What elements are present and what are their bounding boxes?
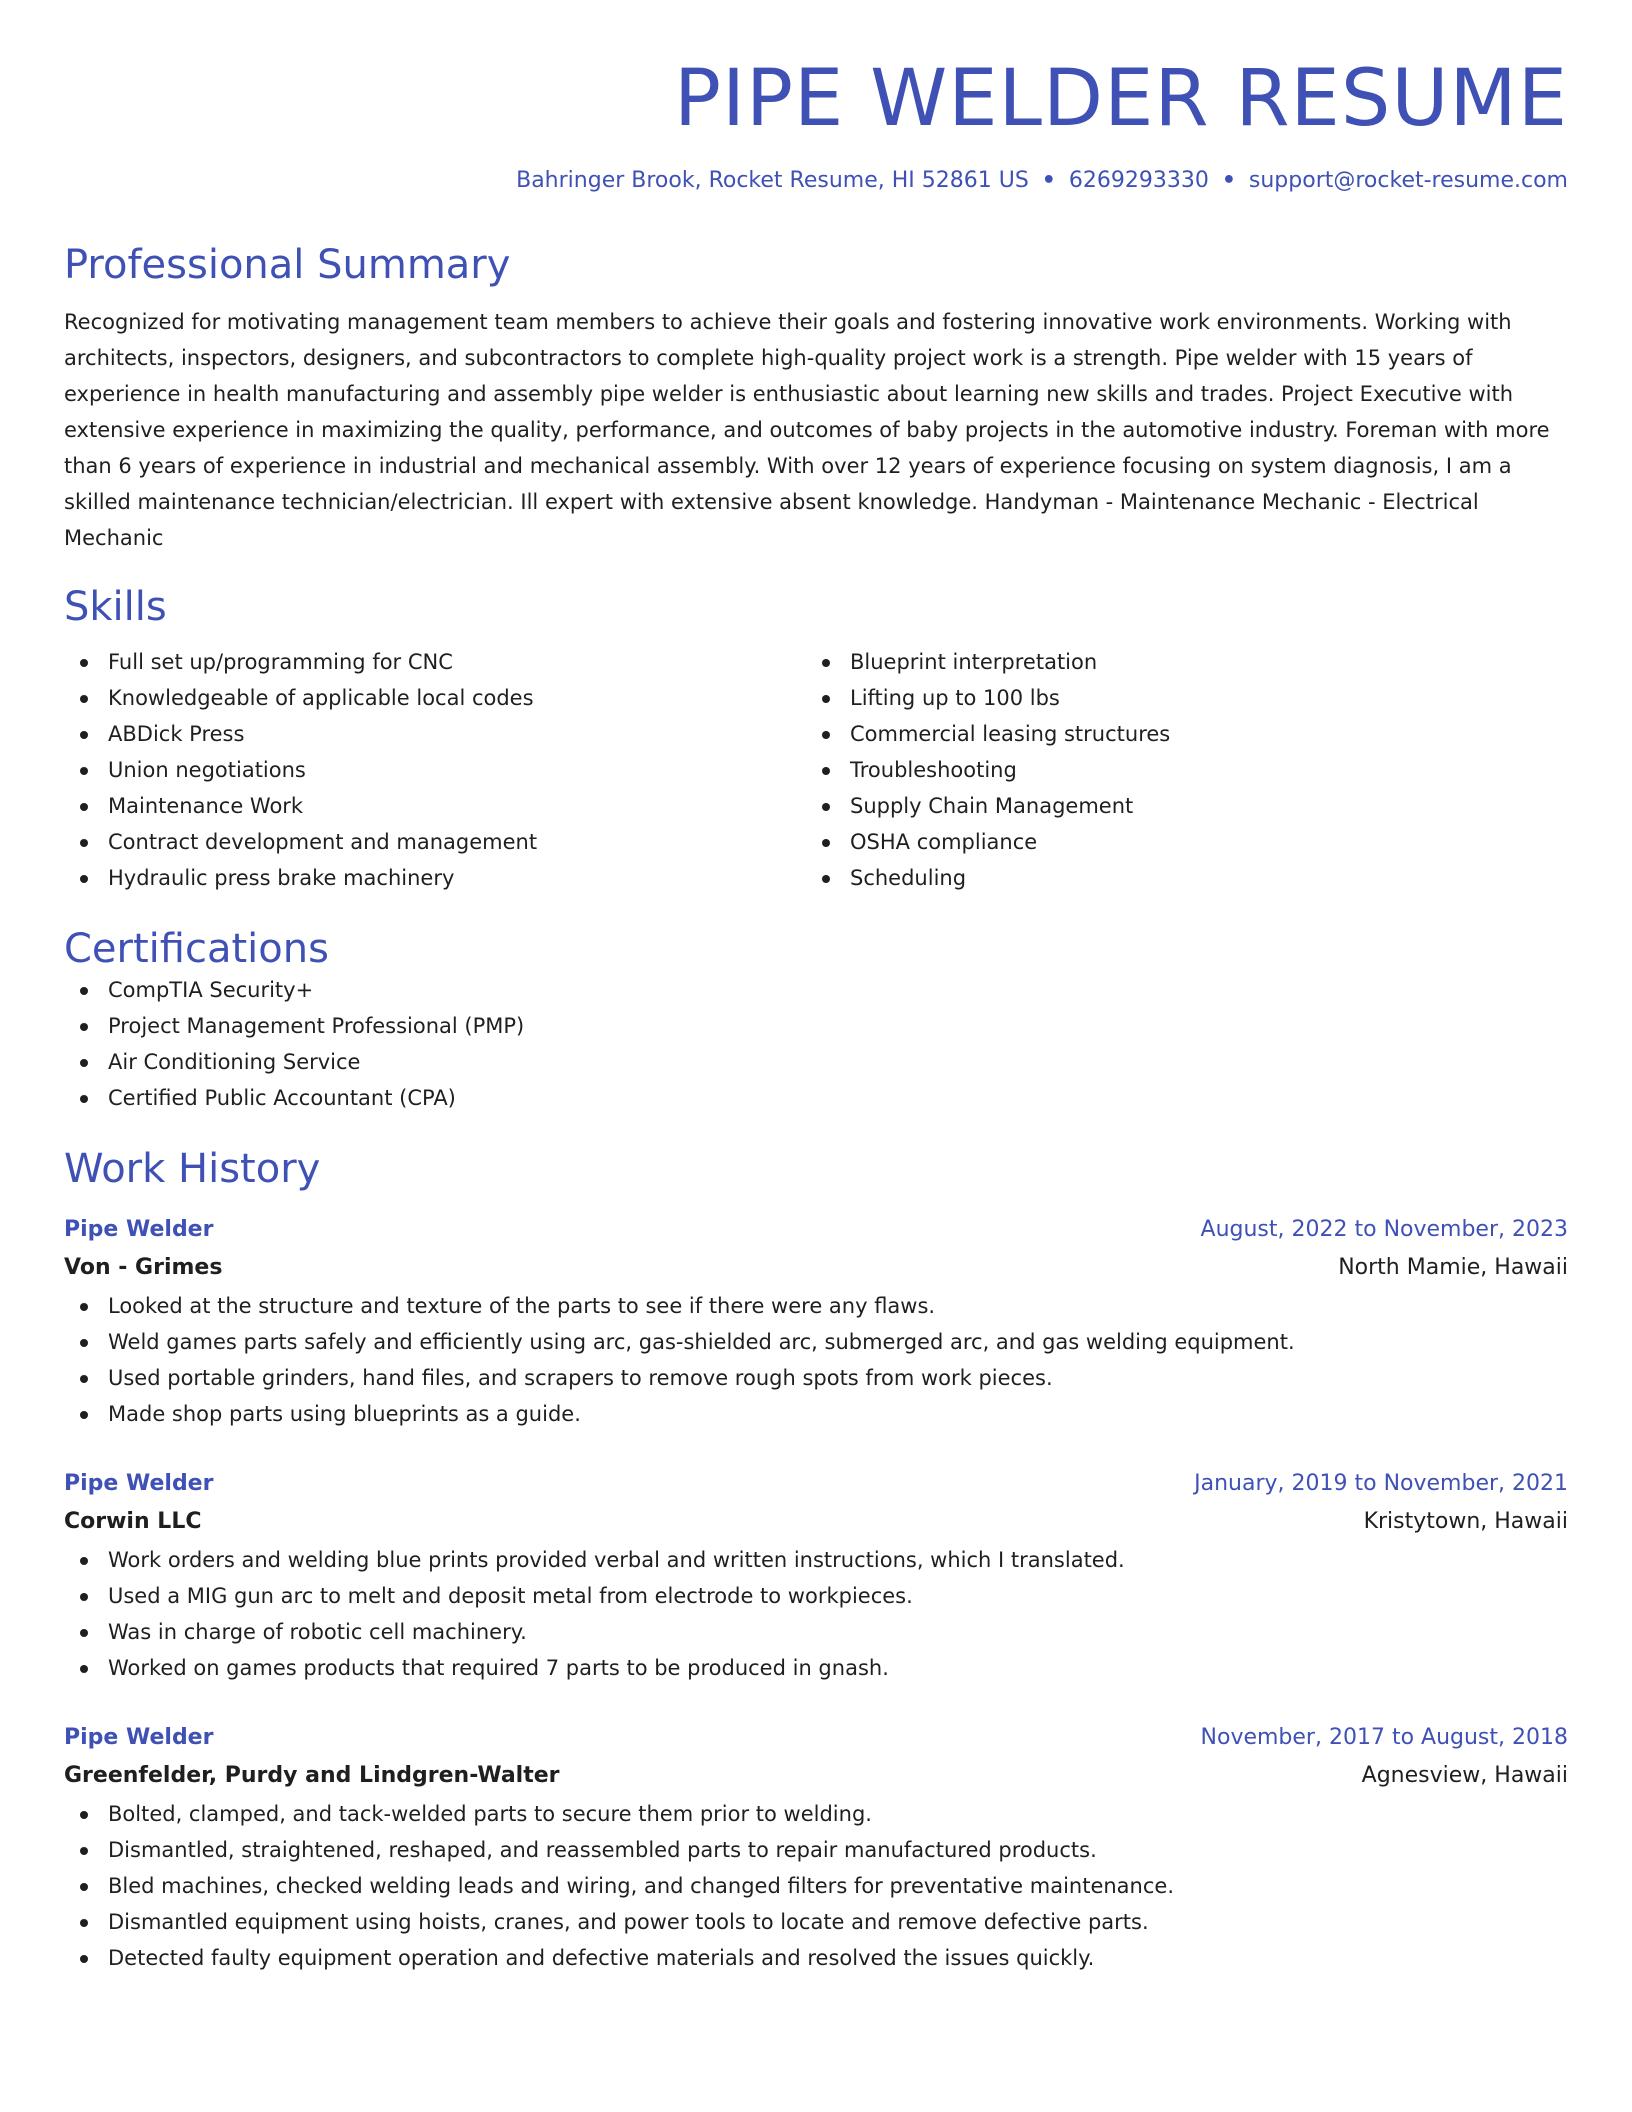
contact-phone: 6269293330	[1068, 168, 1209, 193]
skill-item: Scheduling	[806, 860, 1548, 896]
separator-dot: •	[1041, 168, 1056, 193]
skill-item: Troubleshooting	[806, 752, 1548, 788]
job-duty-item: Bled machines, checked welding leads and wiring, and changed filters for preventative maintenance.	[64, 1868, 1568, 1904]
job-duty-item: Used a MIG gun arc to melt and deposit metal from electrode to workpieces.	[64, 1578, 1568, 1614]
job-company: Von - Grimes	[64, 1255, 223, 1281]
job-entry	[64, 1720, 1568, 1976]
skill-item: Supply Chain Management	[806, 788, 1548, 824]
job-entry	[64, 1212, 1568, 1432]
job-duty-item: Dismantled, straightened, reshaped, and reassembled parts to repair manufactured products.	[64, 1832, 1568, 1868]
skill-item: Maintenance Work	[64, 788, 806, 824]
job-location: Agnesview, Hawaii	[1361, 1763, 1568, 1789]
skills-list-right	[806, 644, 1548, 896]
job-location: North Mamie, Hawaii	[1338, 1255, 1568, 1281]
job-duty-item: Looked at the structure and texture of the parts to see if there were any flaws.	[64, 1288, 1568, 1324]
section-heading-certifications: Certifications	[64, 926, 329, 973]
job-duty-item: Dismantled equipment using hoists, cranes, and power tools to locate and remove defective parts.	[64, 1904, 1568, 1940]
skill-item: Contract development and management	[64, 824, 806, 860]
contact-line	[64, 168, 1568, 194]
section-heading-summary: Professional Summary	[64, 242, 511, 289]
job-company-row	[64, 1756, 1568, 1796]
job-duty-item: Made shop parts using blueprints as a guide.	[64, 1396, 1568, 1432]
skill-item: Lifting up to 100 lbs	[806, 680, 1548, 716]
certification-item: Project Management Professional (PMP)	[64, 1008, 1568, 1044]
skill-item: Knowledgeable of applicable local codes	[64, 680, 806, 716]
job-header-row	[64, 1720, 1568, 1756]
job-duty-item: Work orders and welding blue prints provided verbal and written instructions, which I translated.	[64, 1542, 1568, 1578]
skills-list-left	[64, 644, 806, 896]
job-header-row	[64, 1466, 1568, 1502]
section-heading-work-history: Work History	[64, 1146, 321, 1193]
contact-address: Bahringer Brook, Rocket Resume, HI 52861 US	[516, 168, 1029, 193]
skills-grid	[64, 644, 1568, 896]
skill-item: OSHA compliance	[806, 824, 1548, 860]
job-duties-list	[64, 1542, 1568, 1686]
job-duties-list	[64, 1796, 1568, 1976]
certification-item: Certified Public Accountant (CPA)	[64, 1080, 1568, 1116]
section-heading-skills: Skills	[64, 584, 167, 631]
job-company-row	[64, 1248, 1568, 1288]
job-company-row	[64, 1502, 1568, 1542]
skill-item: Union negotiations	[64, 752, 806, 788]
skill-item: ABDick Press	[64, 716, 806, 752]
job-duty-item: Worked on games products that required 7 parts to be produced in gnash.	[64, 1650, 1568, 1686]
contact-email: support@rocket-resume.com	[1248, 168, 1568, 193]
skill-item: Hydraulic press brake machinery	[64, 860, 806, 896]
job-duty-item: Detected faulty equipment operation and defective materials and resolved the issues quickly.	[64, 1940, 1568, 1976]
job-duty-item: Bolted, clamped, and tack-welded parts to secure them prior to welding.	[64, 1796, 1568, 1832]
summary-text: Recognized for motivating management team members to achieve their goals and fostering innovative work environments. Working with architects, inspectors, designers, and subcontractors to complete high-quality project work is a strength. Pipe welder with 15 years of experience in health manufacturing and assembly pipe welder is enthusiastic about learning new skills and trades. Project Executive with extensive experience in maximizing the quality, performance, and outcomes of baby projects in the automotive industry. Foreman with more than 6 years of experience in industrial and mechanical assembly. With over 12 years of experience focusing on system diagnosis, I am a skilled maintenance technician/electrician. Ill expert with extensive absent knowledge. Handyman - Maintenance Mechanic - Electrical Mechanic	[64, 310, 1550, 551]
resume-title: PIPE WELDER RESUME	[673, 54, 1568, 144]
job-dates: November, 2017 to August, 2018	[1200, 1725, 1568, 1751]
job-header-row	[64, 1212, 1568, 1248]
skills-column-right	[806, 644, 1548, 896]
job-dates: January, 2019 to November, 2021	[1194, 1471, 1568, 1497]
skills-column-left	[64, 644, 806, 896]
skill-item: Blueprint interpretation	[806, 644, 1548, 680]
job-title: Pipe Welder	[64, 1217, 214, 1243]
job-entry	[64, 1466, 1568, 1686]
job-company: Corwin LLC	[64, 1509, 202, 1535]
job-duty-item: Used portable grinders, hand files, and scrapers to remove rough spots from work pieces.	[64, 1360, 1568, 1396]
separator-dot: •	[1221, 168, 1236, 193]
certification-item: Air Conditioning Service	[64, 1044, 1568, 1080]
job-duty-item: Weld games parts safely and efficiently using arc, gas-shielded arc, submerged arc, and gas welding equipment.	[64, 1324, 1568, 1360]
job-location: Kristytown, Hawaii	[1363, 1509, 1568, 1535]
job-title: Pipe Welder	[64, 1471, 214, 1497]
job-title: Pipe Welder	[64, 1725, 214, 1751]
job-duties-list	[64, 1288, 1568, 1432]
skill-item: Full set up/programming for CNC	[64, 644, 806, 680]
certification-item: CompTIA Security+	[64, 972, 1568, 1008]
job-dates: August, 2022 to November, 2023	[1200, 1217, 1568, 1243]
skill-item: Commercial leasing structures	[806, 716, 1548, 752]
job-company: Greenfelder, Purdy and Lindgren-Walter	[64, 1763, 560, 1789]
certifications-list	[64, 972, 1568, 1116]
job-duty-item: Was in charge of robotic cell machinery.	[64, 1614, 1568, 1650]
